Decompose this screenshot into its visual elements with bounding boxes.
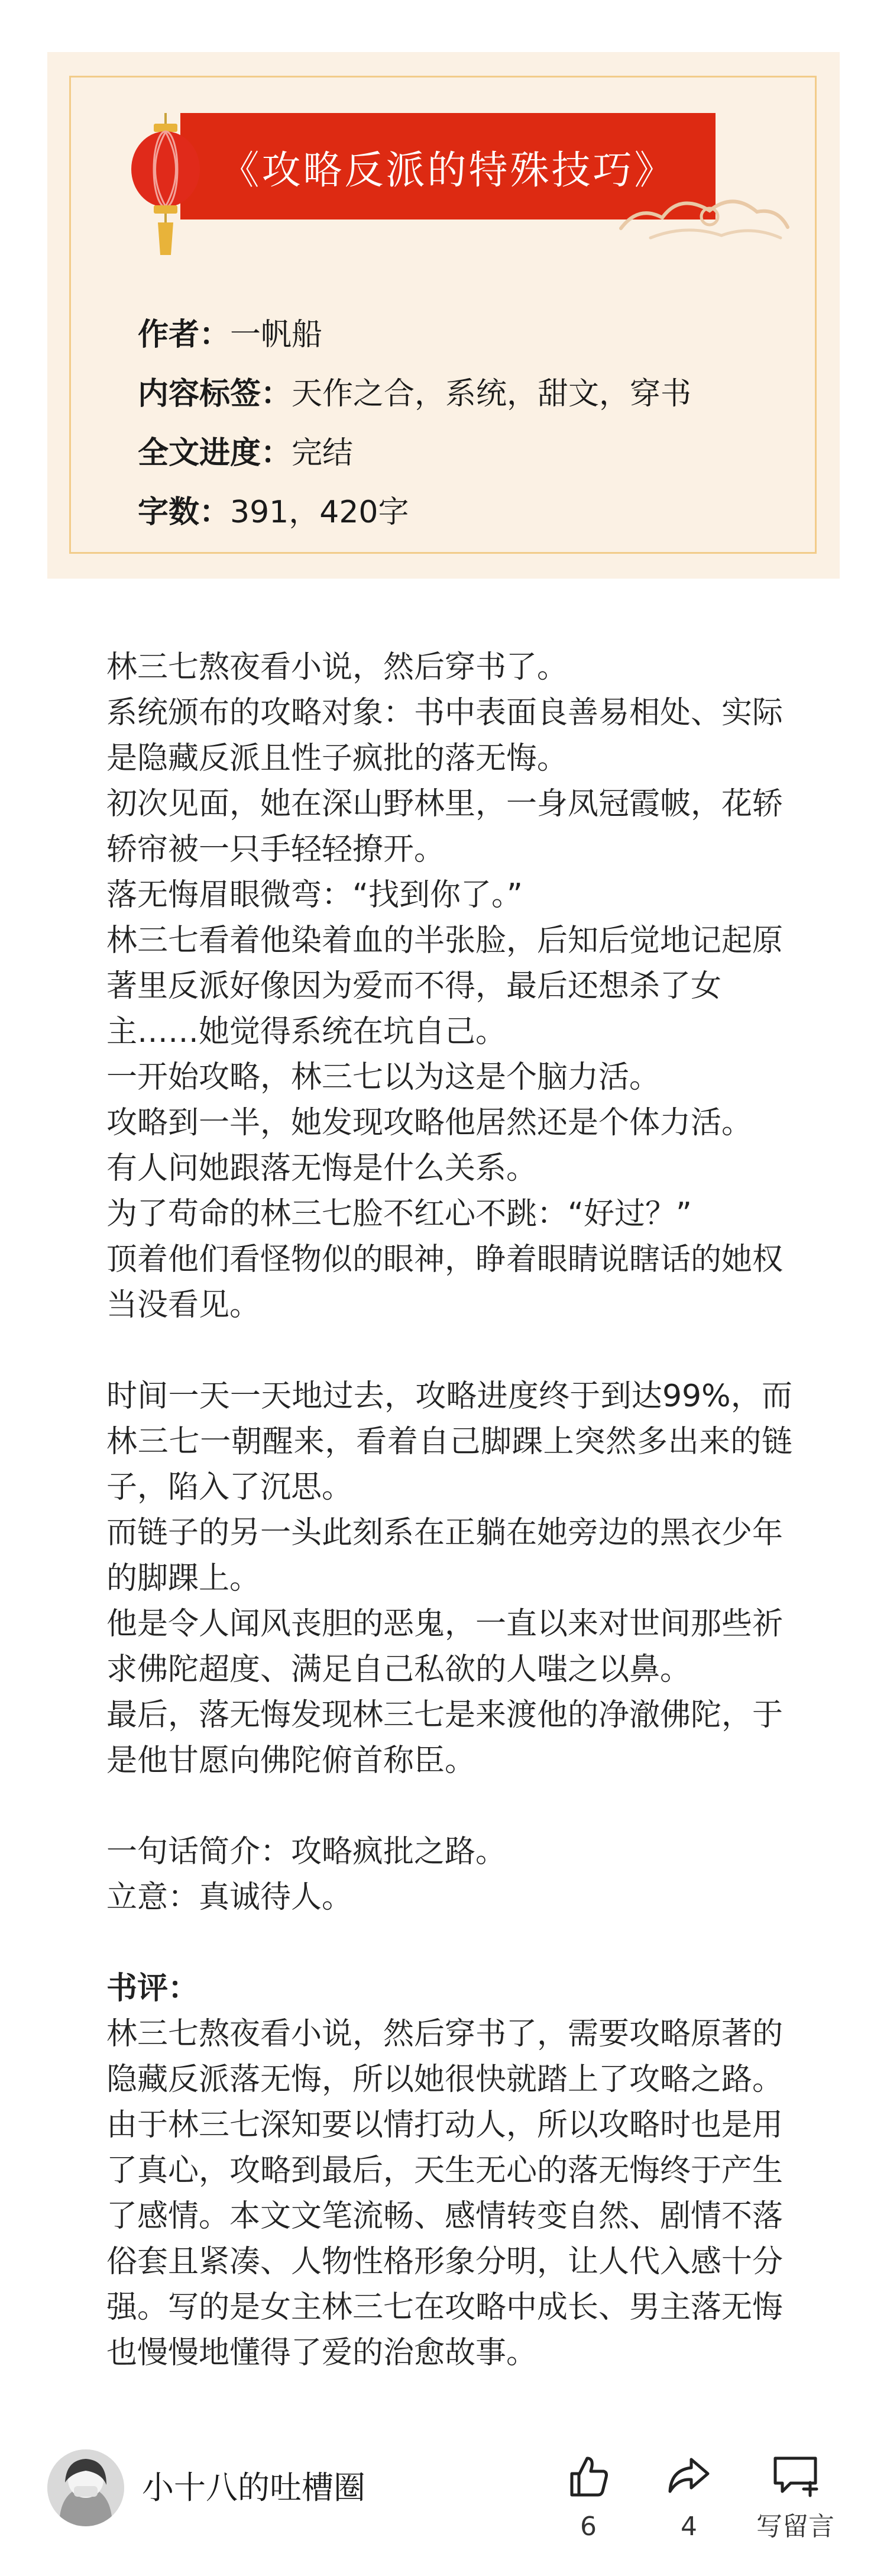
thumbs-up-icon <box>565 2452 612 2500</box>
synopsis-line: 时间一天一天地过去，攻略进度终于到达99%，而林三七一朝醒来，看着自己脚踝上突然多出来的链子，陷入了沉思。 <box>106 1379 792 1505</box>
paragraph-gap <box>106 1328 792 1374</box>
meta-word-count-label: 字数： <box>138 495 231 530</box>
synopsis-line: 攻略到一半，她发现攻略他居然还是个体力活。 <box>106 1105 753 1141</box>
book-info-card <box>47 52 840 579</box>
article-body <box>106 645 792 2376</box>
meta-progress <box>138 424 353 483</box>
cloud-decoration-icon <box>615 181 792 252</box>
card-border <box>69 76 817 554</box>
comment-button[interactable] <box>742 2452 849 2542</box>
meta-progress-value: 完结 <box>292 435 354 471</box>
synopsis-line: 林三七熬夜看小说，然后穿书了。 <box>106 650 568 685</box>
meta-author-value: 一帆船 <box>230 317 323 353</box>
synopsis-line: 林三七看着他染着血的半张脸，后知后觉地记起原著里反派好像因为爱而不得，最后还想杀了女主……她觉得系统在坑自己。 <box>106 923 784 1050</box>
like-button[interactable] <box>544 2452 633 2542</box>
synopsis-line: 系统颁布的攻略对象：书中表面良善易相处、实际是隐藏反派且性子疯批的落无悔。 <box>106 695 784 776</box>
like-count: 6 <box>580 2512 597 2542</box>
meta-word-count-value: 391，420字 <box>230 495 409 530</box>
share-count: 4 <box>681 2512 697 2542</box>
review-heading: 书评： <box>106 1971 199 2006</box>
book-title: 《攻略反派的特殊技巧》 <box>220 147 676 193</box>
synopsis-line: 顶着他们看怪物似的眼神，睁着眼睛说瞎话的她权当没看见。 <box>106 1242 784 1323</box>
meta-tags <box>138 364 691 424</box>
synopsis-line: 为了苟命的林三七脸不红心不跳：“好过？” <box>106 1196 692 1232</box>
theme-line: 立意：真诚待人。 <box>106 1880 353 1915</box>
synopsis-line: 初次见面，她在深山野林里，一身凤冠霞帔，花轿轿帘被一只手轻轻撩开。 <box>106 786 784 867</box>
avatar-portrait-icon <box>47 2449 124 2526</box>
meta-author-label: 作者： <box>138 317 231 353</box>
synopsis-line: 最后，落无悔发现林三七是来渡他的净澈佛陀，于是他甘愿向佛陀俯首称臣。 <box>106 1697 784 1778</box>
share-button[interactable] <box>645 2452 733 2542</box>
comment-add-icon <box>771 2452 820 2500</box>
paragraph-gap <box>106 1784 792 1829</box>
meta-tags-label: 内容标签： <box>138 376 292 412</box>
synopsis-line: 一开始攻略，林三七以为这是个脑力活。 <box>106 1060 661 1095</box>
paragraph-gap <box>106 1920 792 1966</box>
one-line-intro: 一句话简介：攻略疯批之路。 <box>106 1834 507 1870</box>
synopsis-line: 落无悔眉眼微弯：“找到你了。” <box>106 877 523 913</box>
meta-progress-label: 全文进度： <box>138 435 292 471</box>
meta-word-count <box>138 483 409 542</box>
meta-tags-value: 天作之合，系统，甜文，穿书 <box>292 376 692 412</box>
comment-label: 写留言 <box>756 2512 834 2542</box>
share-arrow-icon <box>665 2452 713 2500</box>
lantern-icon <box>127 113 204 261</box>
meta-author <box>138 305 322 364</box>
synopsis-line: 他是令人闻风丧胆的恶鬼，一直以来对世间那些祈求佛陀超度、满足自己私欲的人嗤之以鼻。 <box>106 1606 784 1687</box>
avatar[interactable] <box>47 2449 124 2526</box>
review-text: 林三七熬夜看小说，然后穿书了，需要攻略原著的隐藏反派落无悔，所以她很快就踏上了攻略之路。由于林三七深知要以情打动人，所以攻略时也是用了真心，攻略到最后，天生无心的落无悔终于产生了感情。本文文笔流畅、感情转变自然、剧情不落俗套且紧凑、人物性格形象分明，让人代入感十分强。写的是女主林三七在攻略中成长、男主落无悔也慢慢地懂得了爱的治愈故事。 <box>106 2016 784 2371</box>
synopsis-line: 而链子的另一头此刻系在正躺在她旁边的黑衣少年的脚踝上。 <box>106 1515 784 1596</box>
post-footer <box>0 2420 887 2576</box>
author-name[interactable]: 小十八的吐槽圈 <box>142 2469 365 2506</box>
synopsis-line: 有人问她跟落无悔是什么关系。 <box>106 1151 538 1186</box>
